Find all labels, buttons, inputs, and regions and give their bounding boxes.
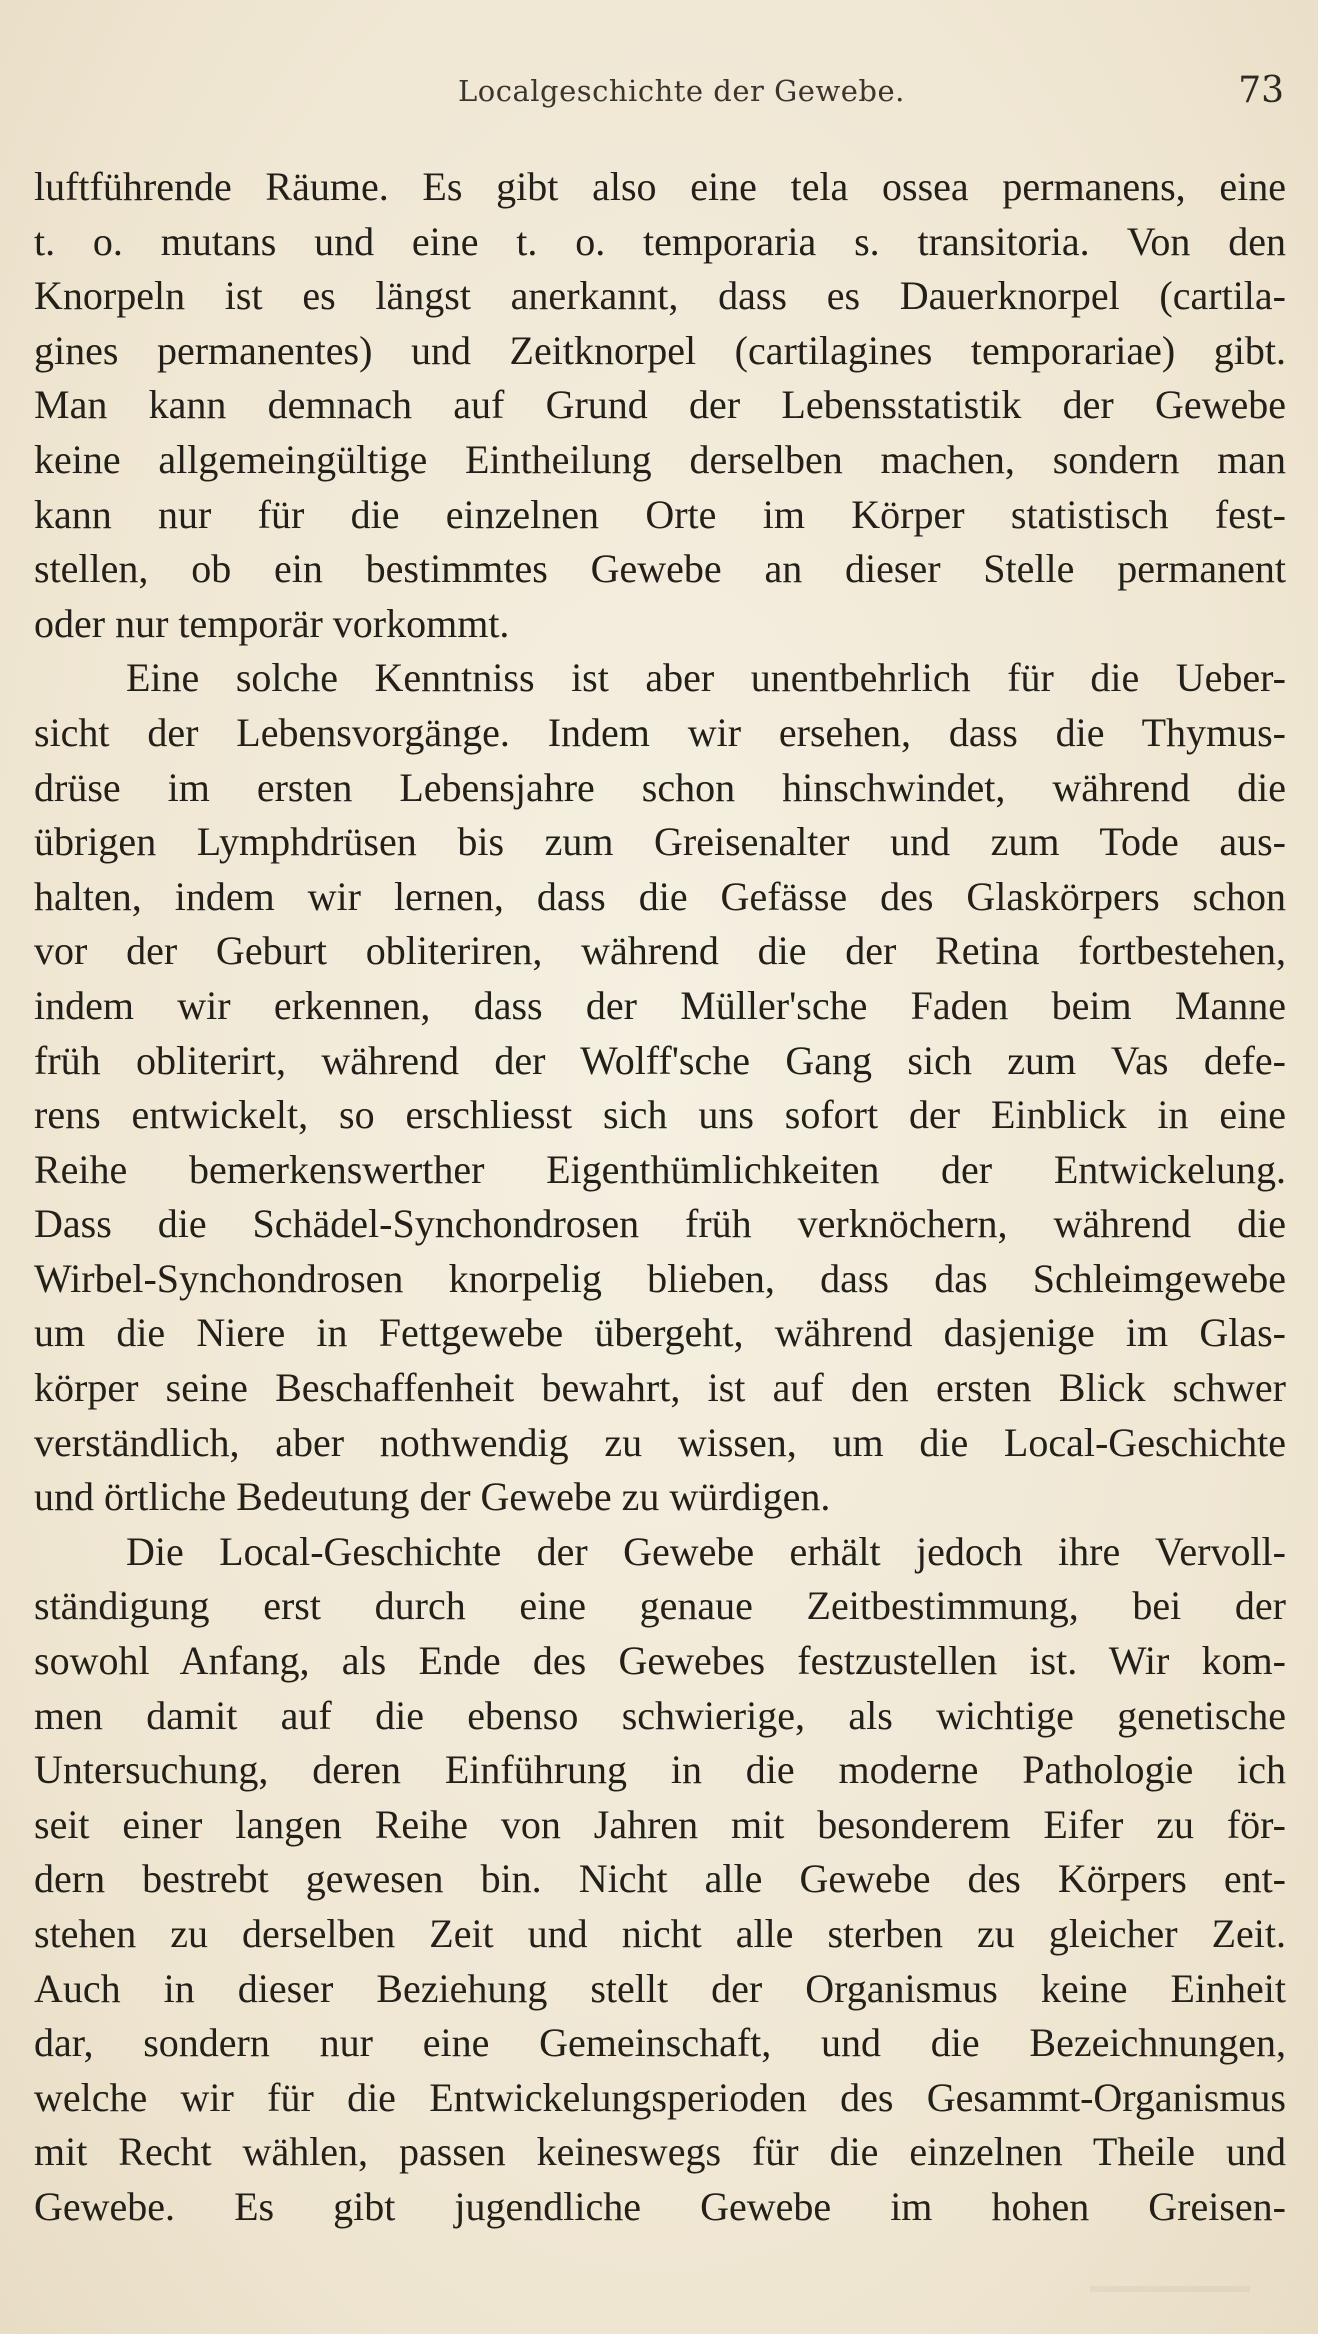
text-line: dar, sondern nur eine Gemeinschaft, und die Bezeichnungen,: [34, 2020, 1286, 2066]
text-line: keine allgemeingültige Eintheilung derselben machen, sondern man: [34, 436, 1286, 482]
text-line: welche wir für die Entwickelungsperioden des Gesammt-Organismus: [34, 2074, 1286, 2120]
text-line: stehen zu derselben Zeit und nicht alle sterben zu gleicher Zeit.: [34, 1911, 1286, 1956]
text-line: indem wir erkennen, dass der Müller'sche Faden beim Manne: [34, 982, 1286, 1028]
text-line: Untersuchung, deren Einführung in die moderne Pathologie ich: [34, 1747, 1286, 1793]
text-line: mit Recht wählen, passen keineswegs für die einzelnen Theile und: [34, 2129, 1286, 2175]
text-line: men damit auf die ebenso schwierige, als wichtige genetische: [34, 1692, 1286, 1738]
text-line: gines permanentes) und Zeitknorpel (cartilagines temporariae) gibt.: [34, 327, 1286, 373]
text-line: seit einer langen Reihe von Jahren mit besonderem Eifer zu för-: [34, 1801, 1286, 1847]
text-line: Man kann demnach auf Grund der Lebensstatistik der Gewebe: [34, 382, 1286, 428]
text-line: kann nur für die einzelnen Orte im Körper statistisch fest-: [34, 491, 1286, 537]
text-line: stellen, ob ein bestimmtes Gewebe an dieser Stelle permanent: [34, 546, 1286, 592]
text-line: luftführende Räume. Es gibt also eine tela ossea permanens, eine: [34, 164, 1286, 209]
text-line: sicht der Lebensvorgänge. Indem wir ersehen, dass die Thymus-: [34, 709, 1286, 755]
text-line: übrigen Lymphdrüsen bis zum Greisenalter und zum Tode aus-: [34, 819, 1286, 865]
text-line: ständigung erst durch eine genaue Zeitbestimmung, bei der: [34, 1583, 1286, 1629]
text-line: dern bestrebt gewesen bin. Nicht alle Gewebe des Körpers ent-: [34, 1856, 1286, 1902]
text-line: Auch in dieser Beziehung stellt der Organismus keine Einheit: [34, 1965, 1286, 2011]
text-line: früh obliterirt, während der Wolff'sche Gang sich zum Vas defe-: [34, 1037, 1286, 1083]
text-line: sowohl Anfang, als Ende des Gewebes festzustellen ist. Wir kom-: [34, 1638, 1286, 1684]
text-line: vor der Geburt obliteriren, während die der Retina fortbestehen,: [34, 928, 1286, 974]
text-line: t. o. mutans und eine t. o. temporaria s. transitoria. Von den: [34, 218, 1286, 264]
text-line: oder nur temporär vorkommt.: [34, 600, 510, 646]
text-line: Dass die Schädel-Synchondrosen früh verknöchern, während die: [34, 1201, 1286, 1247]
show-through-smudge: [1090, 2286, 1250, 2292]
text-line: drüse im ersten Lebensjahre schon hinschwindet, während die: [34, 764, 1286, 810]
text-line: und örtliche Bedeutung der Gewebe zu würdigen.: [34, 1474, 831, 1520]
running-head: [0, 70, 1318, 124]
body-text: [34, 160, 1286, 2235]
text-line: Eine solche Kenntniss ist aber unentbehrlich für die Ueber-: [126, 655, 1286, 701]
page-number: 73: [1238, 70, 1284, 111]
text-line: Gewebe. Es gibt jugendliche Gewebe im hohen Greisen-: [34, 2183, 1286, 2229]
text-line: halten, indem wir lernen, dass die Gefässe des Glaskörpers schon: [34, 873, 1286, 919]
running-title: Localgeschichte der Gewebe.: [458, 74, 905, 108]
text-line: Die Local-Geschichte der Gewebe erhält jedoch ihre Vervoll-: [126, 1528, 1286, 1574]
text-line: Reihe bemerkenswerther Eigenthümlichkeiten der Entwickelung.: [34, 1146, 1286, 1192]
text-line: Wirbel-Synchondrosen knorpelig blieben, dass das Schleimgewebe: [34, 1255, 1286, 1301]
text-line: um die Niere in Fettgewebe übergeht, während dasjenige im Glas-: [34, 1310, 1286, 1356]
text-line: körper seine Beschaffenheit bewahrt, ist auf den ersten Blick schwer: [34, 1365, 1286, 1411]
text-line: rens entwickelt, so erschliesst sich uns sofort der Einblick in eine: [34, 1092, 1286, 1138]
text-line: Knorpeln ist es längst anerkannt, dass es Dauerknorpel (cartila-: [34, 273, 1286, 319]
text-line: verständlich, aber nothwendig zu wissen, um die Local-Geschichte: [34, 1419, 1286, 1465]
